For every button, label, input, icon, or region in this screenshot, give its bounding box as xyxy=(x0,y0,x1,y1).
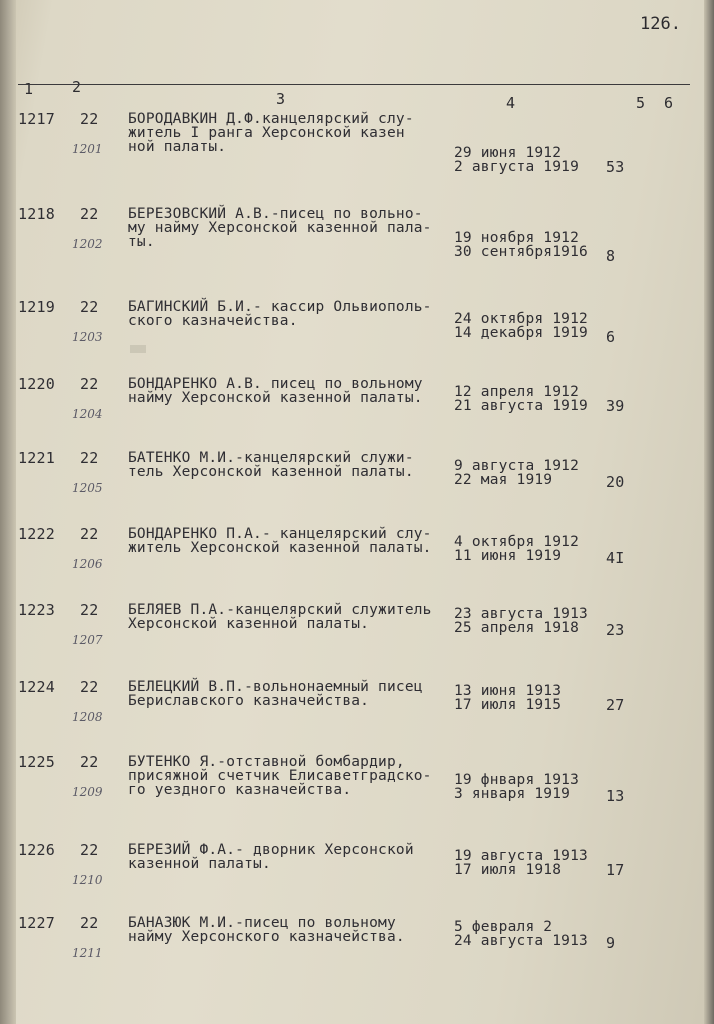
record-number: 1226 xyxy=(18,841,55,859)
sheet-count: 53 xyxy=(606,158,625,176)
header-col-1: 1 xyxy=(24,80,34,98)
record-date-line: 24 октября 1912 xyxy=(454,311,588,327)
record-row xyxy=(0,112,714,182)
record-number: 1225 xyxy=(18,753,55,771)
record-number: 1219 xyxy=(18,298,55,316)
record-description-line: казенной палаты. xyxy=(128,856,271,872)
record-date-line: 2 августа 1919 xyxy=(454,159,580,175)
record-description-line: БОНДАРЕНКО П.А.- канцелярский слу- xyxy=(128,526,432,542)
record-number: 1217 xyxy=(18,110,55,128)
record-description-line: Бериславского казначейства. xyxy=(128,693,370,709)
sheet-count: 17 xyxy=(606,861,625,879)
sheet-count: 13 xyxy=(606,787,625,805)
fond-number: 22 xyxy=(80,525,99,543)
record-row xyxy=(0,377,714,447)
record-date-line: 9 августа 1912 xyxy=(454,458,580,474)
record-row xyxy=(0,207,714,277)
record-row xyxy=(0,300,714,370)
record-date-line: 13 июня 1913 xyxy=(454,683,562,699)
record-date-line: 11 июня 1919 xyxy=(454,548,562,564)
record-date-line: 24 августа 1913 xyxy=(454,933,588,949)
header-rule xyxy=(18,84,690,85)
fond-number: 22 xyxy=(80,841,99,859)
record-row xyxy=(0,755,714,825)
header-col-6: 6 xyxy=(664,94,674,112)
record-description-line: житель I ранга Херсонской казен xyxy=(128,125,405,141)
fond-number: 22 xyxy=(80,914,99,932)
handwritten-number: 1206 xyxy=(72,557,103,571)
sheet-count: 23 xyxy=(606,621,625,639)
record-description-line: БЕЛЕЦКИЙ В.П.-вольнонаемный писец xyxy=(128,679,423,695)
handwritten-number: 1202 xyxy=(72,237,103,251)
record-number: 1221 xyxy=(18,449,55,467)
record-date-line: 29 июня 1912 xyxy=(454,145,562,161)
sheet-count: 9 xyxy=(606,934,616,952)
record-description-line: найму Херсонского казначейства. xyxy=(128,929,405,945)
record-description-line: найму Херсонской казенной палаты. xyxy=(128,390,423,406)
record-description-line: БАГИНСКИЙ Б.И.- кассир Ольвиополь- xyxy=(128,299,432,315)
record-row xyxy=(0,527,714,597)
record-date-line: 19 фнваря 1913 xyxy=(454,772,580,788)
record-date-line: 14 декабря 1919 xyxy=(454,325,588,341)
record-date-line: 5 февраля 2 xyxy=(454,919,553,935)
record-date-line: 21 августа 1919 xyxy=(454,398,588,414)
handwritten-number: 1210 xyxy=(72,873,103,887)
header-col-4: 4 xyxy=(506,94,516,112)
sheet-count: 6 xyxy=(606,328,616,346)
record-number: 1227 xyxy=(18,914,55,932)
fond-number: 22 xyxy=(80,110,99,128)
fond-number: 22 xyxy=(80,601,99,619)
record-description-line: присяжной счетчик Елисаветградско- xyxy=(128,768,432,784)
header-col-5: 5 xyxy=(636,94,646,112)
record-description-line: БУТЕНКО Я.-отставной бомбардир, xyxy=(128,754,405,770)
record-date-line: 17 июля 1918 xyxy=(454,862,562,878)
record-description-line: житель Херсонской казенной палаты. xyxy=(128,540,432,556)
record-number: 1224 xyxy=(18,678,55,696)
record-date-line: 17 июля 1915 xyxy=(454,697,562,713)
record-description-line: ной палаты. xyxy=(128,139,227,155)
fond-number: 22 xyxy=(80,753,99,771)
record-number: 1222 xyxy=(18,525,55,543)
record-description-line: БАНАЗЮК М.И.-писец по вольному xyxy=(128,915,396,931)
sheet-count: 8 xyxy=(606,247,616,265)
record-description-line: Херсонской казенной палаты. xyxy=(128,616,370,632)
record-date-line: 12 апреля 1912 xyxy=(454,384,580,400)
handwritten-number: 1211 xyxy=(72,946,103,960)
record-description-line: БОРОДАВКИН Д.Ф.канцелярский слу- xyxy=(128,111,414,127)
handwritten-number: 1209 xyxy=(72,785,103,799)
record-row xyxy=(0,916,714,986)
record-date-line: 23 августа 1913 xyxy=(454,606,588,622)
handwritten-number: 1203 xyxy=(72,330,103,344)
record-date-line: 4 октября 1912 xyxy=(454,534,580,550)
record-description-line: БАТЕНКО М.И.-канцелярский служи- xyxy=(128,450,414,466)
record-date-line: 3 января 1919 xyxy=(454,786,571,802)
fond-number: 22 xyxy=(80,205,99,223)
fond-number: 22 xyxy=(80,375,99,393)
fond-number: 22 xyxy=(80,298,99,316)
handwritten-number: 1205 xyxy=(72,481,103,495)
header-col-2: 2 xyxy=(72,78,82,96)
page-number: 126. xyxy=(640,14,681,34)
sheet-count: 27 xyxy=(606,696,625,714)
record-description-line: ты. xyxy=(128,234,155,250)
record-number: 1218 xyxy=(18,205,55,223)
handwritten-number: 1208 xyxy=(72,710,103,724)
record-row xyxy=(0,680,714,750)
record-row xyxy=(0,843,714,913)
record-row xyxy=(0,603,714,673)
record-row xyxy=(0,451,714,521)
fond-number: 22 xyxy=(80,449,99,467)
record-number: 1223 xyxy=(18,601,55,619)
sheet-count: 39 xyxy=(606,397,625,415)
record-description-line: БЕЛЯЕВ П.А.-канцелярский служитель xyxy=(128,602,432,618)
record-description-line: БОНДАРЕНКО А.В. писец по вольному xyxy=(128,376,423,392)
record-date-line: 25 апреля 1918 xyxy=(454,620,580,636)
record-date-line: 30 сентября1916 xyxy=(454,244,588,260)
record-number: 1220 xyxy=(18,375,55,393)
handwritten-number: 1207 xyxy=(72,633,103,647)
header-col-3: 3 xyxy=(276,90,286,108)
handwritten-number: 1204 xyxy=(72,407,103,421)
record-date-line: 19 ноября 1912 xyxy=(454,230,580,246)
record-description-line: му найму Херсонской казенной пала- xyxy=(128,220,432,236)
handwritten-number: 1201 xyxy=(72,142,103,156)
fond-number: 22 xyxy=(80,678,99,696)
record-date-line: 19 августа 1913 xyxy=(454,848,588,864)
record-description-line: БЕРЕЗОВСКИЙ А.В.-писец по вольно- xyxy=(128,206,423,222)
sheet-count: 20 xyxy=(606,473,625,491)
record-description-line: го уездного казначейства. xyxy=(128,782,352,798)
record-description-line: ского казначейства. xyxy=(128,313,298,329)
record-date-line: 22 мая 1919 xyxy=(454,472,553,488)
record-description-line: тель Херсонской казенной палаты. xyxy=(128,464,414,480)
record-description-line: БЕРЕЗИЙ Ф.А.- дворник Херсонской xyxy=(128,842,414,858)
sheet-count: 4I xyxy=(606,549,625,567)
